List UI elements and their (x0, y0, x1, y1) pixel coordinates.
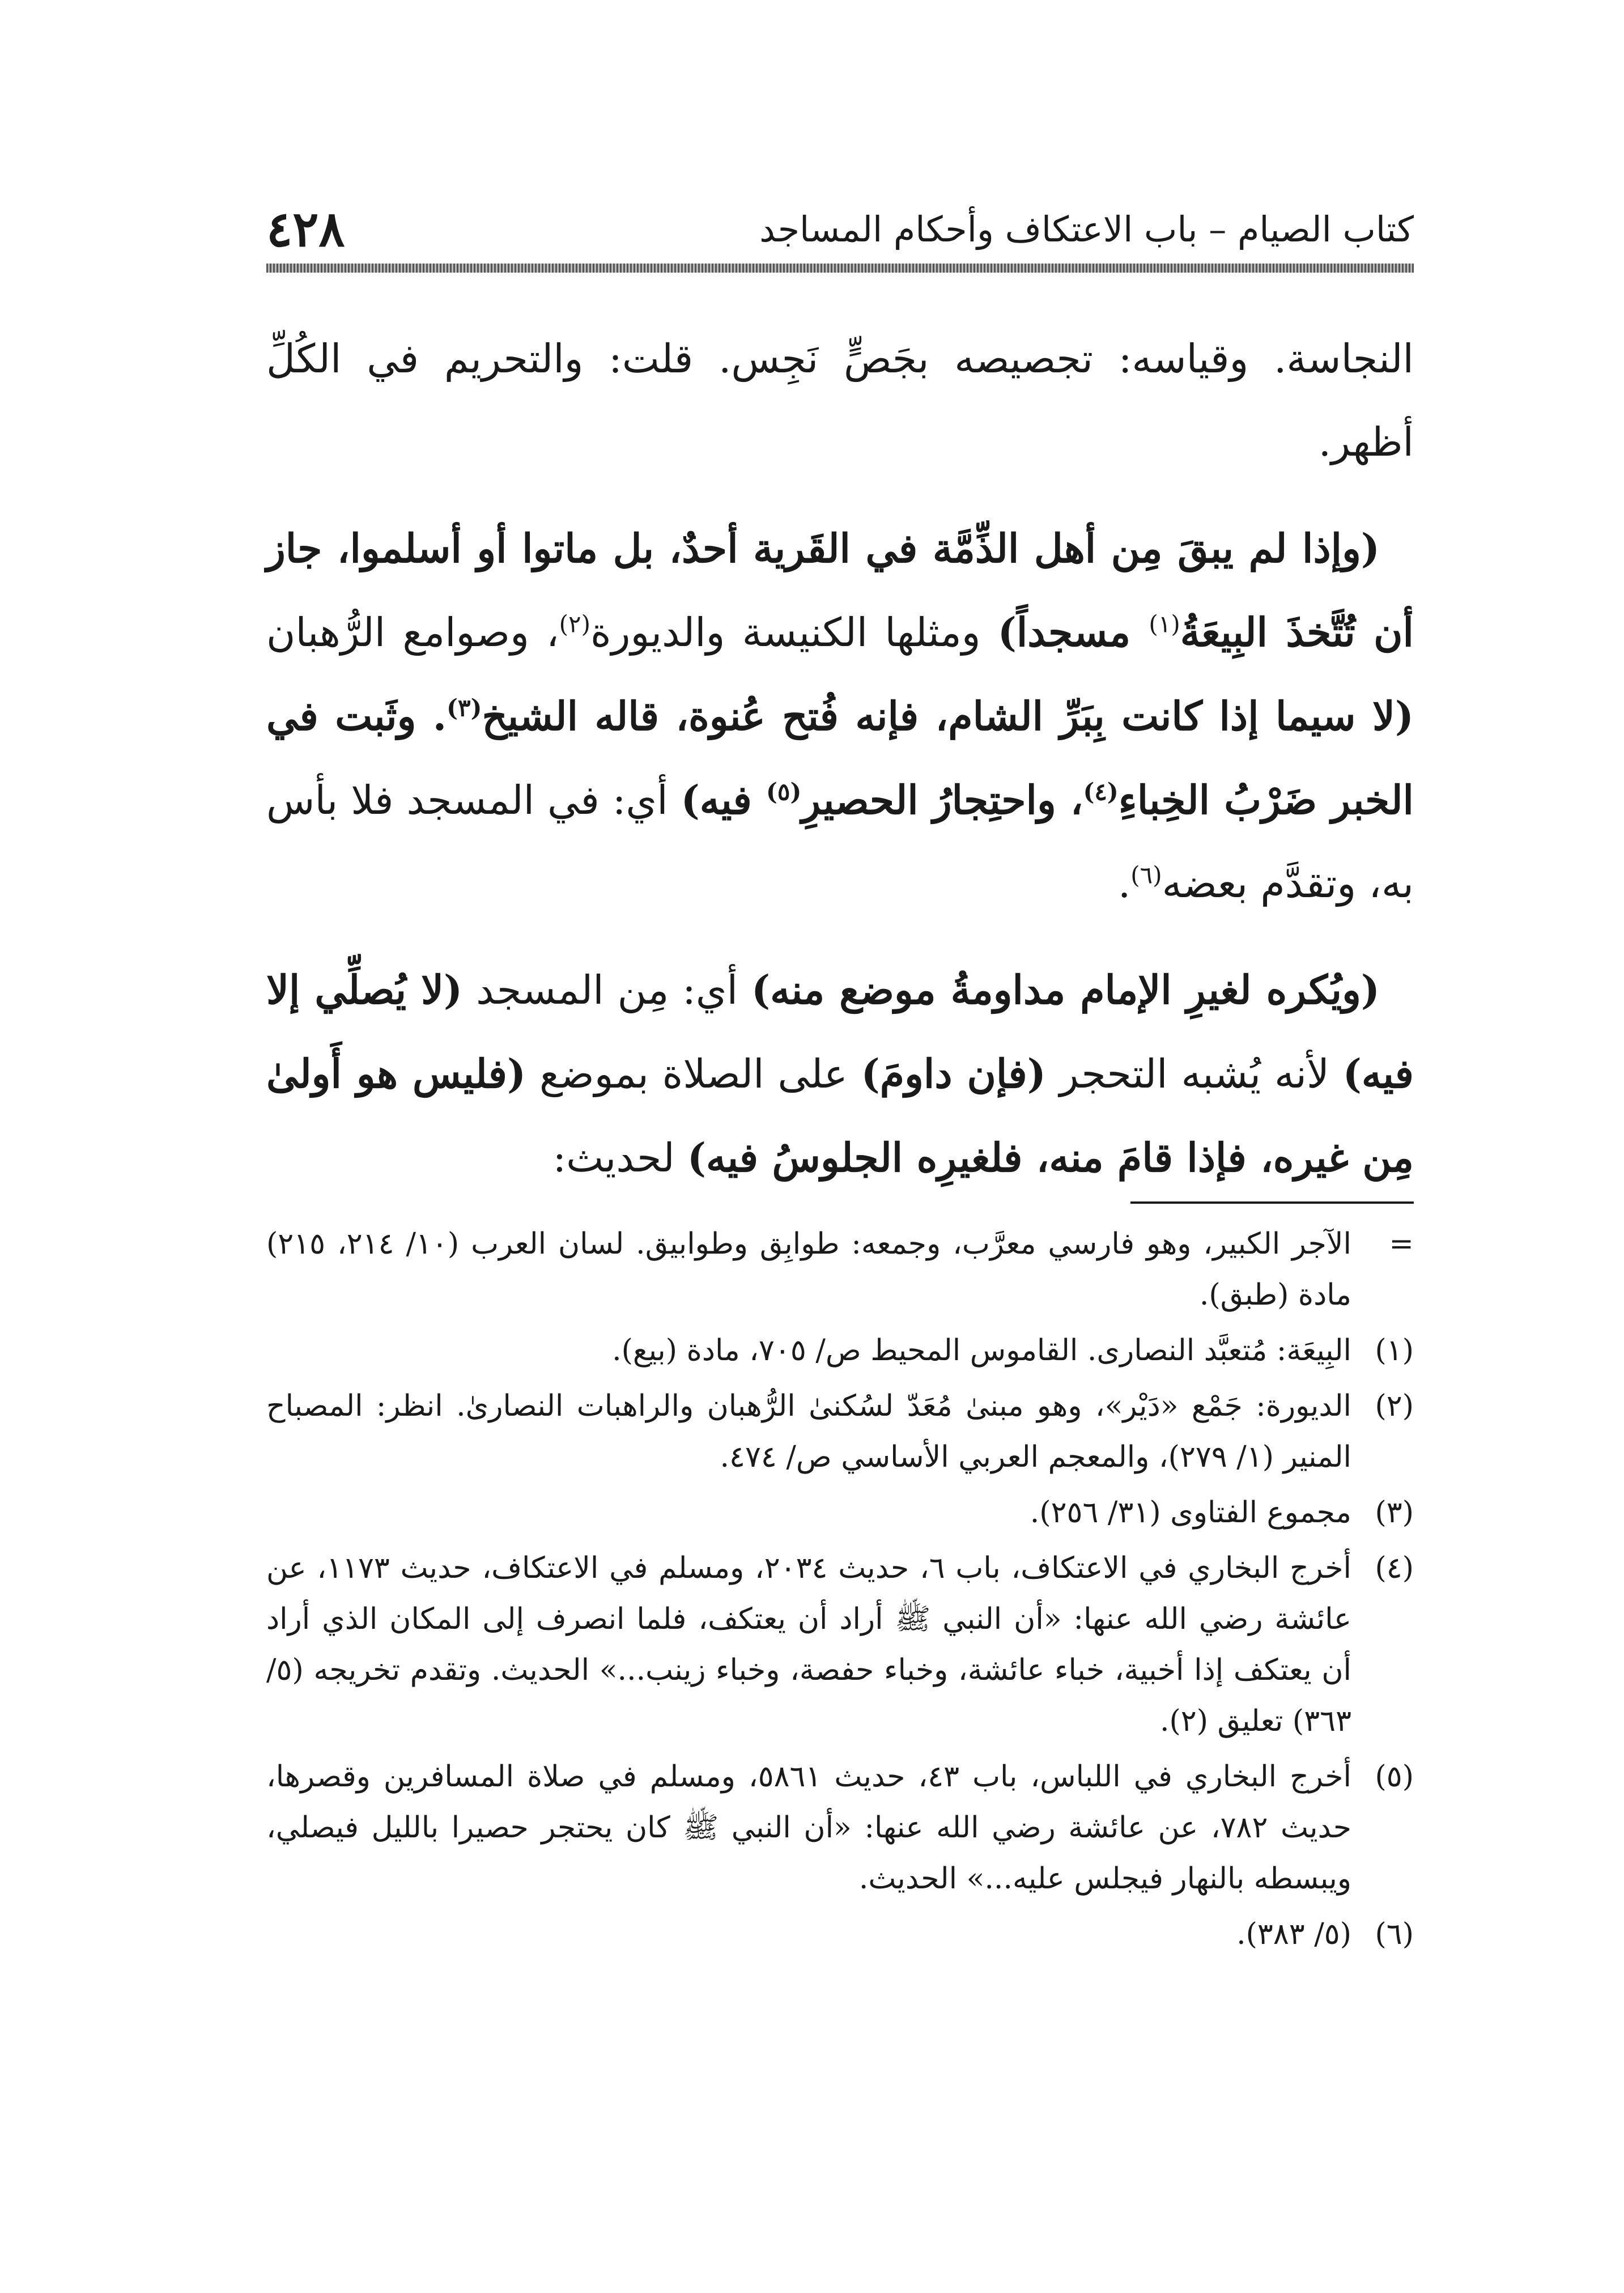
footnote-text: الآجر الكبير، وهو فارسي معرَّب، وجمعه: طوابِق وطوابيق. لسان العرب (١٠/ ٢١٤، ٢١٥) مادة (طبق). (266, 1227, 1351, 1312)
paragraph-2 (266, 507, 1414, 925)
sharh-text: لحديث: (552, 1135, 687, 1181)
paragraph-1: النجاسة. وقياسه: تجصيصه بجَصٍّ نَجِس. قلت: والتحريم في الكُلِّ أظهر. (266, 336, 1414, 465)
footnote-4 (266, 1543, 1414, 1747)
matn-text: (فليس هو أَولىٰ مِن غيره، فإذا قامَ منه، فلغيرِه الجلوسُ فيه) (266, 1050, 1414, 1181)
main-text (266, 317, 1414, 1222)
footnote-mark: (٣) (1375, 1496, 1414, 1530)
footnote-6 (266, 1909, 1414, 1960)
matn-text: ، واحتِجارُ الحصيرِ (801, 776, 1083, 823)
footnote-text: مجموع الفتاوى (٣١/ ٢٥٦). (1030, 1496, 1351, 1530)
footnote-ref-6: (٦) (1130, 861, 1162, 889)
sharh-text: ، وصوامع الرُّهبان (266, 609, 559, 656)
header-divider (266, 264, 1414, 273)
matn-text: . وثَبت في الخبر ضَرْبُ الخِباءِ (266, 693, 1414, 823)
matn-text: (فإن داومَ) (861, 1050, 1046, 1097)
sharh-text: . (1118, 860, 1131, 907)
sharh-text: أي: في المسجد فلا بأس به، وتقدَّم بعضه (266, 777, 1414, 907)
footnote-ref-3: (٣) (447, 694, 482, 722)
matn-text: (لا يُصلِّي إلا فيه) (266, 966, 1414, 1097)
footnote-mark: (٢) (1375, 1389, 1414, 1423)
paragraph-3 (266, 948, 1414, 1200)
footnote-1 (266, 1325, 1414, 1376)
footnote-text: (٥/ ٣٨٣). (1236, 1917, 1351, 1951)
footnote-ref-4: (٤) (1083, 778, 1119, 806)
footnote-mark: = (1389, 1227, 1414, 1261)
matn-text: (ويُكره لغيرِ الإمام مداومةُ موضع منه) (751, 966, 1380, 1013)
footnote-continuation (266, 1218, 1414, 1320)
page-number: ٤٢٨ (266, 201, 345, 258)
sharh-text: أي: مِن المسجد (462, 967, 752, 1013)
footnote-ref-2: (٢) (559, 610, 590, 638)
sharh-text: ومثلها الكنيسة والديورة (590, 609, 998, 656)
footnote-text: البِيعَة: مُتعبَّد النصارى. القاموس المحيط ص/ ٧٠٥، مادة (بيع). (612, 1334, 1351, 1368)
footnote-mark: (٤) (1375, 1551, 1414, 1585)
footnote-text: الديورة: جَمْع «دَيْر»، وهو مبنىٰ مُعَدّ لسُكنىٰ الرُّهبان والراهبات النصارىٰ. انظر: المصباح المنير (١/ ٢٧٩)، والمعجم العربي الأساسي ص/ ٤٧٤. (266, 1389, 1351, 1474)
footnote-mark: (٥) (1375, 1760, 1414, 1794)
matn-text: (لا سيما إذا كانت بِبَرِّ الشام، فإنه فُتح عُنوة، قاله الشيخ (482, 693, 1414, 740)
matn-text: (وإذا لم يبقَ مِن أهل الذِّمَّة في القَرية أحدٌ، بل ماتوا أو أسلموا، جاز أن تُتَّخذَ البِيعَةُ (266, 525, 1414, 656)
footnote-mark: (٦) (1375, 1917, 1414, 1951)
matn-text: مسجداً) (997, 609, 1149, 656)
footnote-5 (266, 1751, 1414, 1904)
sharh-text: لأنه يُشبه التحجر (1045, 1051, 1343, 1097)
footnote-2 (266, 1381, 1414, 1483)
footnote-mark: (١) (1375, 1334, 1414, 1368)
footnote-divider (1130, 1201, 1414, 1204)
page-header (266, 198, 1414, 261)
footnote-ref-1: (١) (1149, 610, 1180, 638)
footnote-text: أخرج البخاري في الاعتكاف، باب ٦، حديث ٢٠٣٤، ومسلم في الاعتكاف، حديث ١١٧٣، عن عائشة رضي الله عنها: «أن النبي ﷺ أراد أن يعتكف، فلما انصرف إلى المكان الذي أراد أن يعتكف إذا أخبية، خباء عائشة، وخباء حفصة، وخباء زينب...» الحديث. وتقدم تخريجه (٥/ ٣٦٣) تعليق (٢). (266, 1551, 1351, 1738)
footnote-ref-5: (٥) (766, 778, 802, 806)
footnote-text: أخرج البخاري في اللباس، باب ٤٣، حديث ٥٨٦١، ومسلم في صلاة المسافرين وقصرها، حديث ٧٨٢، عن عائشة رضي الله عنها: «أن النبي ﷺ كان يحتجر حصيرا بالليل فيصلي، ويبسطه بالنهار فيجلس عليه...» الحديث. (266, 1760, 1351, 1896)
matn-text: فيه) (681, 776, 766, 823)
sharh-text: على الصلاة بموضع (526, 1051, 861, 1097)
running-title: كتاب الصيام – باب الاعتكاف وأحكام المساجد (759, 209, 1414, 250)
footnote-3 (266, 1487, 1414, 1538)
footnotes (266, 1218, 1414, 1964)
